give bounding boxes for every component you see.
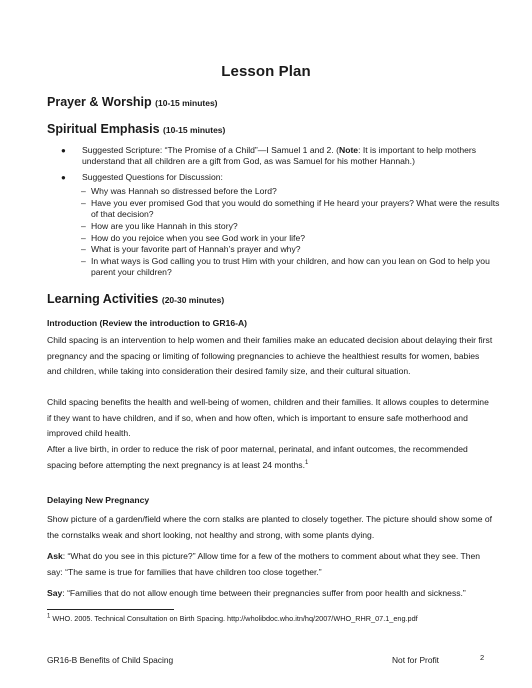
scripture-post: : It is important to help mothers understand that all children are a gift from God, as was Samuel for his mother Hannah.)	[82, 145, 477, 166]
question-item	[81, 186, 501, 197]
footer-title: GR16-B Benefits of Child Spacing	[47, 655, 174, 665]
scripture-bullet	[61, 145, 496, 167]
question-text: In what ways is God calling you to trust Him with your children, and how can you lean on God to help you parent your children?	[91, 256, 490, 277]
say-label: Say	[47, 588, 63, 598]
question-text: Why was Hannah so distressed before the Lord?	[91, 186, 277, 196]
page-number: 2	[480, 653, 485, 662]
delay-heading: Delaying New Pregnancy	[47, 495, 150, 505]
paragraph: Child spacing benefits the health and well-being of women, children and their families. It allows couples to determine if they want to have children, and if so, when and how often, which is important to ensure safe motherhood and improved child health.	[47, 397, 489, 438]
spiritual-duration: (10-15 minutes)	[163, 125, 226, 135]
question-text: How do you rejoice when you see God work in your life?	[91, 233, 306, 243]
learning-heading-text: Learning Activities	[47, 292, 159, 306]
ask-paragraph	[47, 549, 495, 580]
footnote-mark: 1	[47, 613, 51, 620]
scripture-pre: Suggested Scripture: “The Promise of a Child”—I Samuel 1 and 2. (	[82, 145, 339, 155]
bullet-icon: ●	[61, 146, 66, 155]
learning-heading	[47, 292, 224, 306]
footnote-divider	[47, 609, 174, 610]
dash-icon: –	[81, 244, 86, 254]
dash-icon: –	[81, 198, 86, 208]
paragraph	[47, 442, 495, 473]
question-text: How are you like Hannah in this story?	[91, 221, 238, 231]
paragraph-text: After a live birth, in order to reduce the risk of poor maternal, perinatal, and infant outcomes, the recommended spacing before attempting the next pregnancy is at least 24 months.	[47, 444, 468, 470]
footnote	[47, 614, 418, 623]
dash-icon: –	[81, 233, 86, 243]
scripture-text	[82, 145, 496, 167]
prayer-duration: (10-15 minutes)	[155, 98, 218, 108]
dash-icon: –	[81, 186, 86, 196]
bullet-icon: ●	[61, 173, 66, 182]
intro-heading: Introduction (Review the introduction to GR16-A)	[47, 318, 248, 328]
footnote-text: WHO. 2005. Technical Consultation on Birth Spacing. http://wholibdoc.who.itn/hq/2007/WHO_RHR_07.1_eng.pdf	[50, 614, 418, 623]
question-item	[81, 256, 501, 278]
say-text: : “Families that do not allow enough time between their pregnancies suffer from poor health and sickness.”	[62, 588, 466, 598]
spiritual-heading-text: Spiritual Emphasis	[47, 122, 160, 136]
prayer-heading-text: Prayer & Worship	[47, 95, 152, 109]
questions-label: Suggested Questions for Discussion:	[82, 172, 223, 182]
footnote-ref: 1	[304, 459, 309, 466]
prayer-heading	[47, 95, 218, 109]
footer-label: Not for Profit	[392, 655, 440, 665]
ask-text: : “What do you see in this picture?” Allow time for a few of the mothers to comment about what they see. Then say: “The same is true for families that have children too close together.”	[47, 551, 481, 577]
learning-duration: (20-30 minutes)	[161, 295, 225, 305]
spiritual-heading	[47, 122, 225, 136]
paragraph: Child spacing is an intervention to help women and their families make an educated decision about delaying their first pregnancy and the spacing or limiting of following pregnancies to achieve the healthiest results for women, babies and children, while taking into consideration their desired family size, and their cultural situation.	[47, 335, 493, 376]
question-item	[81, 233, 501, 244]
dash-icon: –	[81, 221, 86, 231]
question-item	[81, 244, 501, 255]
question-item	[81, 198, 501, 220]
page-title: Lesson Plan	[221, 63, 311, 80]
question-text: What is your favorite part of Hannah’s prayer and why?	[91, 244, 301, 254]
delay-paragraph: Show picture of a garden/field where the corn stalks are planted to closely together. The picture should show some of the cornstalks weak and short looking, not healthy and strong, with some plants dying.	[47, 514, 493, 540]
scripture-note-label: Note	[338, 145, 359, 155]
questions-bullet	[61, 172, 496, 183]
ask-label: Ask	[47, 551, 63, 561]
question-text: Have you ever promised God that you would do something if He heard your prayers? What were the results of that decision?	[91, 198, 500, 219]
say-paragraph	[47, 586, 495, 602]
dash-icon: –	[81, 256, 86, 266]
question-item	[81, 221, 501, 232]
